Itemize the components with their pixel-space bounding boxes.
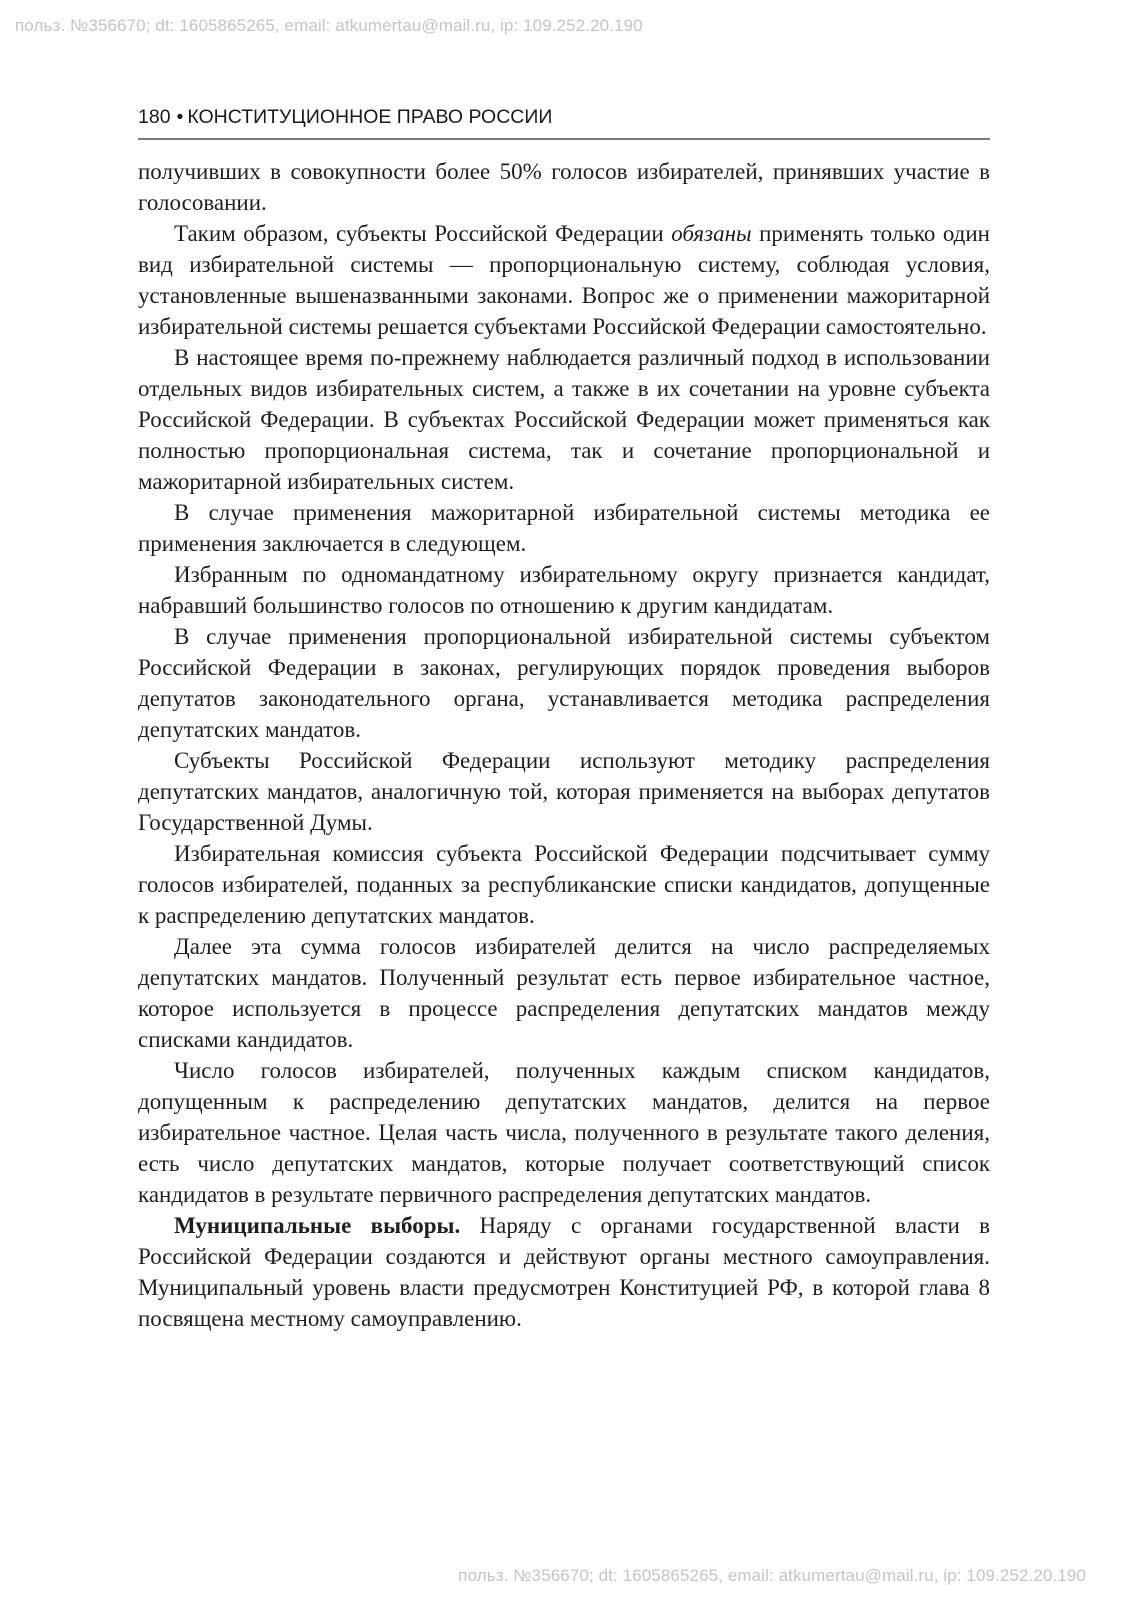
book-title: КОНСТИТУЦИОННОЕ ПРАВО РОССИИ (187, 106, 553, 128)
running-head (138, 104, 990, 140)
paragraph: В случае применения пропорциональной избирательной системы субъектом Российской Федерации в законах, регулирующих порядок проведения выборов депутатов законодательного органа, устанавливается методика распределения депутатских мандатов. (138, 624, 990, 742)
paragraph: Далее эта сумма голосов избирателей делится на число распределяемых депутатских мандатов. Полученный результат есть первое избирательное частное, которое используется в процессе распределения депутатских мандатов между списками кандидатов. (138, 934, 990, 1052)
paragraph (138, 218, 990, 342)
paragraph: Избранным по одномандатному избирательному округу признается кандидат, набравший большинство голосов по отношению к другим кандидатам. (138, 562, 990, 618)
emphasis-text: обязаны (671, 221, 752, 246)
paragraph: Число голосов избирателей, полученных каждым списком кандидатов, допущенным к распределению депутатских мандатов, делится на первое избирательное частное. Целая часть числа, полученного в результате такого деления, есть число депутатских мандатов, которые получает соответствующий список кандидатов в результате первичного распределения депутатских мандатов. (138, 1058, 990, 1207)
page-body (138, 156, 990, 1334)
paragraph-text: Наряду с органами государственной власти в Российской Федерации создаются и действуют органы местного самоуправления. Муниципальный уровень власти предусмотрен Конституцией РФ, в которой глава 8 посвящена местному самоуправлению. (138, 1213, 990, 1331)
paragraph: Избирательная комиссия субъекта Российской Федерации подсчитывает сумму голосов избирателей, поданных за республиканские списки кандидатов, допущенные к распределению депутатских мандатов. (138, 841, 990, 928)
paragraph-text: применять только один вид избирательной системы — пропорциональную систему, соблюдая условия, установленные вышеназванными законами. Вопрос же о применении мажоритарной избирательной системы решается субъектами Российской Федерации самостоятельно. (138, 221, 990, 339)
paragraph-continued: получивших в совокупности более 50% голосов избирателей, принявших участие в голосовании. (138, 159, 990, 215)
header-bullet: • (176, 106, 184, 128)
paragraph: В случае применения мажоритарной избирательной системы методика ее применения заключается в следующем. (138, 500, 990, 556)
watermark-top: польз. №356670; dt: 1605865265, email: atkumertau@mail.ru, ip: 109.252.20.190 (15, 16, 643, 35)
watermark-bottom: польз. №356670; dt: 1605865265, email: atkumertau@mail.ru, ip: 109.252.20.190 (458, 1566, 1086, 1585)
paragraph (138, 1210, 990, 1334)
paragraph-text: Таким образом, субъекты Российской Федерации (174, 221, 672, 246)
section-run-in-heading: Муниципальные выборы. (174, 1213, 461, 1238)
page-number: 180 (138, 106, 171, 128)
paragraph: Субъекты Российской Федерации используют методику распределения депутатских мандатов, аналогичную той, которая применяется на выборах депутатов Государственной Думы. (138, 748, 990, 835)
paragraph: В настоящее время по-прежнему наблюдается различный подход в использовании отдельных видов избирательных систем, а также в их сочетании на уровне субъекта Российской Федерации. В субъектах Российской Федерации может применяться как полностью пропорциональная система, так и сочетание пропорциональной и мажоритарной избирательных систем. (138, 345, 990, 494)
